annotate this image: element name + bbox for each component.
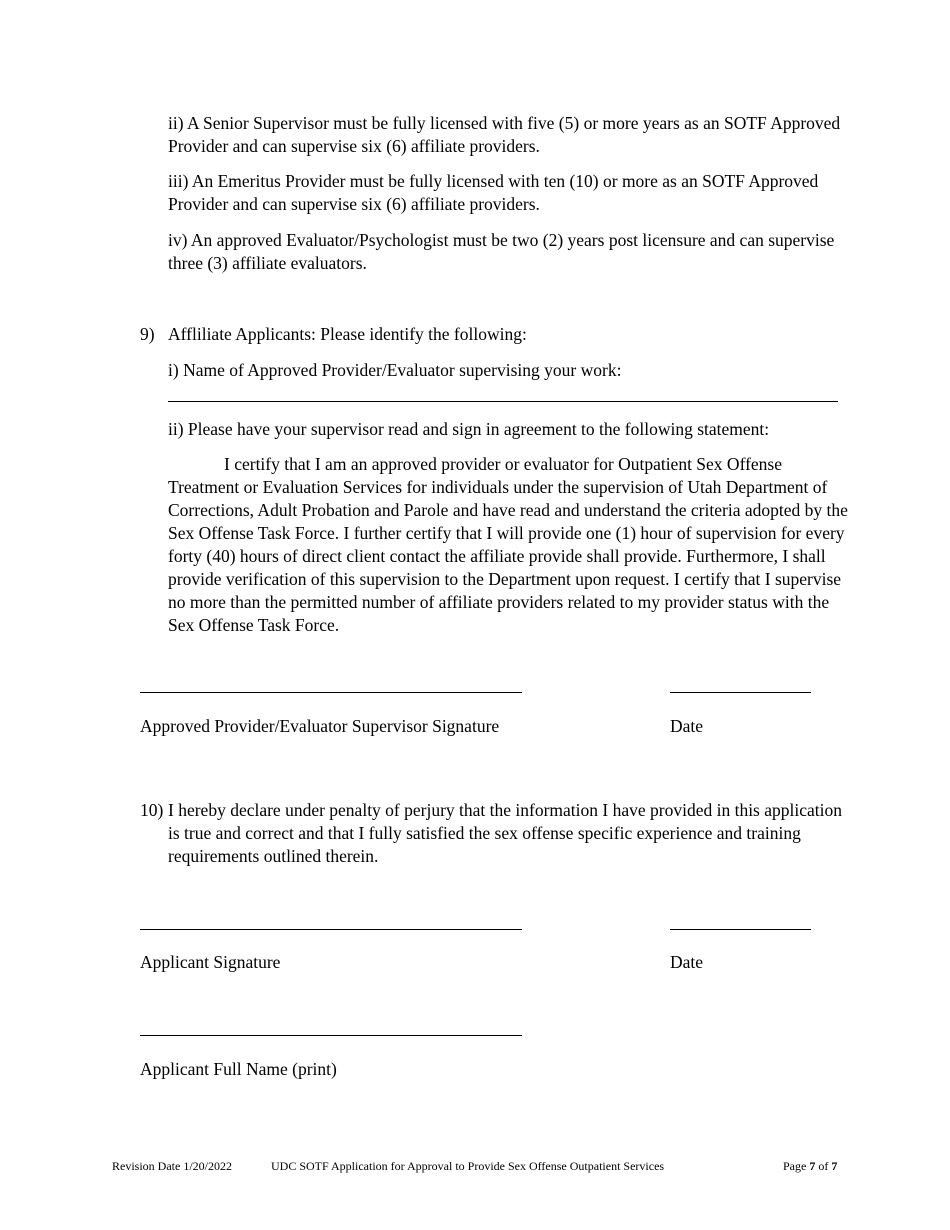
footer-page-prefix: Page <box>783 1159 807 1173</box>
applicant-signature-field[interactable] <box>140 929 522 930</box>
item-emeritus-provider: iii) An Emeritus Provider must be fully licensed with ten (10) or more as an SOTF Approved Provider and can supervise six (6) affiliate providers. <box>168 171 819 214</box>
supervisor-signature-field[interactable] <box>140 692 522 693</box>
certification-statement: I certify that I am an approved provider or evaluator for Outpatient Sex Offense Treatment or Evaluation Services for individuals under the supervision of Utah Department of Corrections, Adult Probation and Parole and have read and understand the criteria adopted by the Sex Offense Task Force. I further certify that I will provide one (1) hour of supervision for every forty (40) hours of direct client contact the affiliate provide shall provide. Furthermore, I shall provide verification of this supervision to the Department upon request. I certify that I supervise no more than the permitted number of affiliate providers related to my provider status with the Sex Offense Task Force. <box>168 454 848 635</box>
footer-page-current: 7 <box>809 1159 816 1173</box>
applicant-name-field[interactable] <box>140 1035 522 1036</box>
section-9-number: 9) <box>140 324 155 344</box>
applicant-date-field[interactable] <box>670 929 811 930</box>
footer-document-title: UDC SOTF Application for Approval to Provide Sex Offense Outpatient Services <box>271 1159 665 1173</box>
item-evaluator-psychologist: iv) An approved Evaluator/Psychologist must be two (2) years post licensure and can supervise three (3) affiliate evaluators. <box>168 230 835 273</box>
footer-page-total: 7 <box>831 1159 838 1173</box>
supervisor-date-field[interactable] <box>670 692 811 693</box>
section-9-item-i: i) Name of Approved Provider/Evaluator supervising your work: <box>168 360 622 380</box>
footer-revision-date: Revision Date 1/20/2022 <box>112 1159 232 1173</box>
item-senior-supervisor: ii) A Senior Supervisor must be fully licensed with five (5) or more years as an SOTF Approved Provider and can supervise six (6) affiliate providers. <box>168 113 841 156</box>
supervisor-date-label: Date <box>670 716 704 736</box>
footer-page-number <box>783 1159 837 1173</box>
supervisor-name-field[interactable] <box>168 401 838 402</box>
section-10-number: 10) <box>140 800 164 820</box>
supervisor-signature-label: Approved Provider/Evaluator Supervisor Signature <box>140 716 500 736</box>
applicant-name-label: Applicant Full Name (print) <box>140 1059 337 1079</box>
section-9-item-ii: ii) Please have your supervisor read and sign in agreement to the following statement: <box>168 419 770 439</box>
declaration-statement: I hereby declare under penalty of perjury that the information I have provided in this application is true and correct and that I fully satisfied the sex offense specific experience and training requirements outlined therein. <box>168 800 842 866</box>
applicant-date-label: Date <box>670 952 704 972</box>
applicant-signature-label: Applicant Signature <box>140 952 281 972</box>
footer-page-of: of <box>818 1159 829 1173</box>
section-9-heading: Affliliate Applicants: Please identify the following: <box>168 324 527 344</box>
